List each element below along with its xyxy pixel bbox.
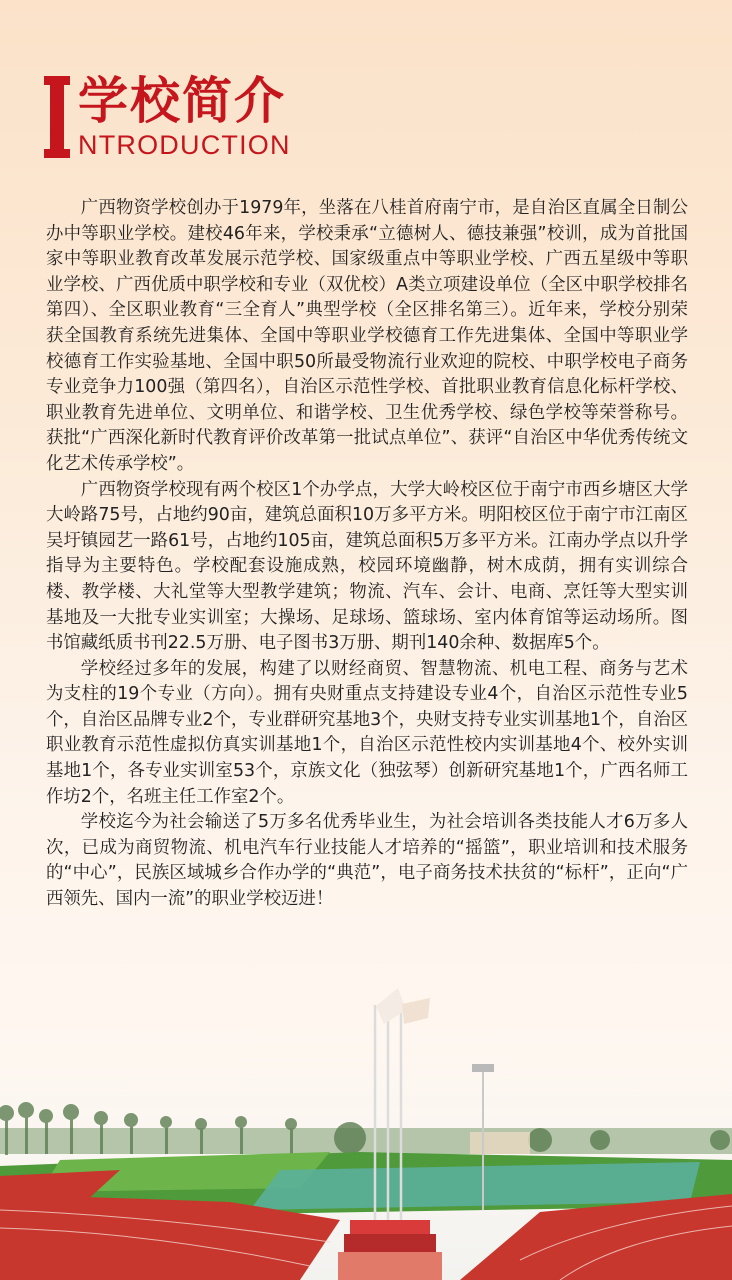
title-initial-i xyxy=(44,76,70,158)
paragraph-majors: 学校经过多年的发展，构建了以财经商贸、智慧物流、机电工程、商务与艺术为支柱的19个专业（方向）。拥有央财重点支持建设专业4个，自治区示范性专业5个，自治区品牌专业2个，专业群研究基地3个，央财支持专业实训基地1个，自治区职业教育示范性虚拟仿真实训基地1个，自治区示范性校内实训基地4个、校外实训基地1个，各专业实训室53个，京族文化（独弦琴）创新研究基地1个，广西名师工作坊2个，名班主任工作室2个。 xyxy=(46,658,688,807)
title-block xyxy=(44,70,344,170)
paragraph-campus: 广西物资学校现有两个校区1个办学点，大学大岭校区位于南宁市西乡塘区大学大岭路75号，占地约90亩，建筑总面积10万多平方米。明阳校区位于南宁市江南区吴圩镇园艺一路61号，占地约105亩，建筑总面积5万多平方米。江南办学点以升学指导为主要特色。学校配套设施成熟，校园环境幽静，树木成荫，拥有实训综合楼、教学楼、大礼堂等大型教学建筑；物流、汽车、会计、电商、烹饪等大型实训基地及一大批专业实训室；大操场、足球场、篮球场、室内体育馆等运动场所。图书馆藏纸质书刊22.5万册、电子图书3万册、期刊140余种、数据库5个。 xyxy=(46,479,688,654)
page-subtitle-en: NTRODUCTION xyxy=(78,130,291,160)
paragraph-achievements: 学校迄今为社会输送了5万多名优秀毕业生，为社会培训各类技能人才6万多人次，已成为商贸物流、机电汽车行业技能人才培养的“摇篮”，职业培训和技术服务的“中心”，民族区域城乡合作办学的“典范”，电子商务技术扶贫的“标杆”，正向“广西领先、国内一流”的职业学校迈进！ xyxy=(46,812,688,910)
paragraph-history: 广西物资学校创办于1979年，坐落在八桂首府南宁市，是自治区直属全日制公办中等职业学校。建校46年来，学校秉承“立德树人、德技兼强”校训，成为首批国家中等职业教育改革发展示范学校、国家级重点中等职业学校、广西五星级中等职业学校、广西优质中职学校和专业（双优校）A类立项建设单位（全区中职学校排名第四）、全区职业教育“三全育人”典型学校（全区排名第三）。近年来，学校分别荣获全国教育系统先进集体、全国中等职业学校德育工作先进集体、全国中等职业学校德育工作实验基地、全国中职50所最受物流行业欢迎的院校、中职学校电子商务专业竞争力100强（第四名），自治区示范性学校、首批职业教育信息化标杆学校、职业教育先进单位、文明单位、和谐学校、卫生优秀学校、绿色学校等荣誉称号。获批“广西深化新时代教育评价改革第一批试点单位”、获评“自治区中华优秀传统文化艺术传承学校”。 xyxy=(46,198,688,474)
sports-field-photo xyxy=(0,980,732,1280)
intro-body xyxy=(46,196,688,913)
page-title: 学校简介 xyxy=(78,72,286,130)
